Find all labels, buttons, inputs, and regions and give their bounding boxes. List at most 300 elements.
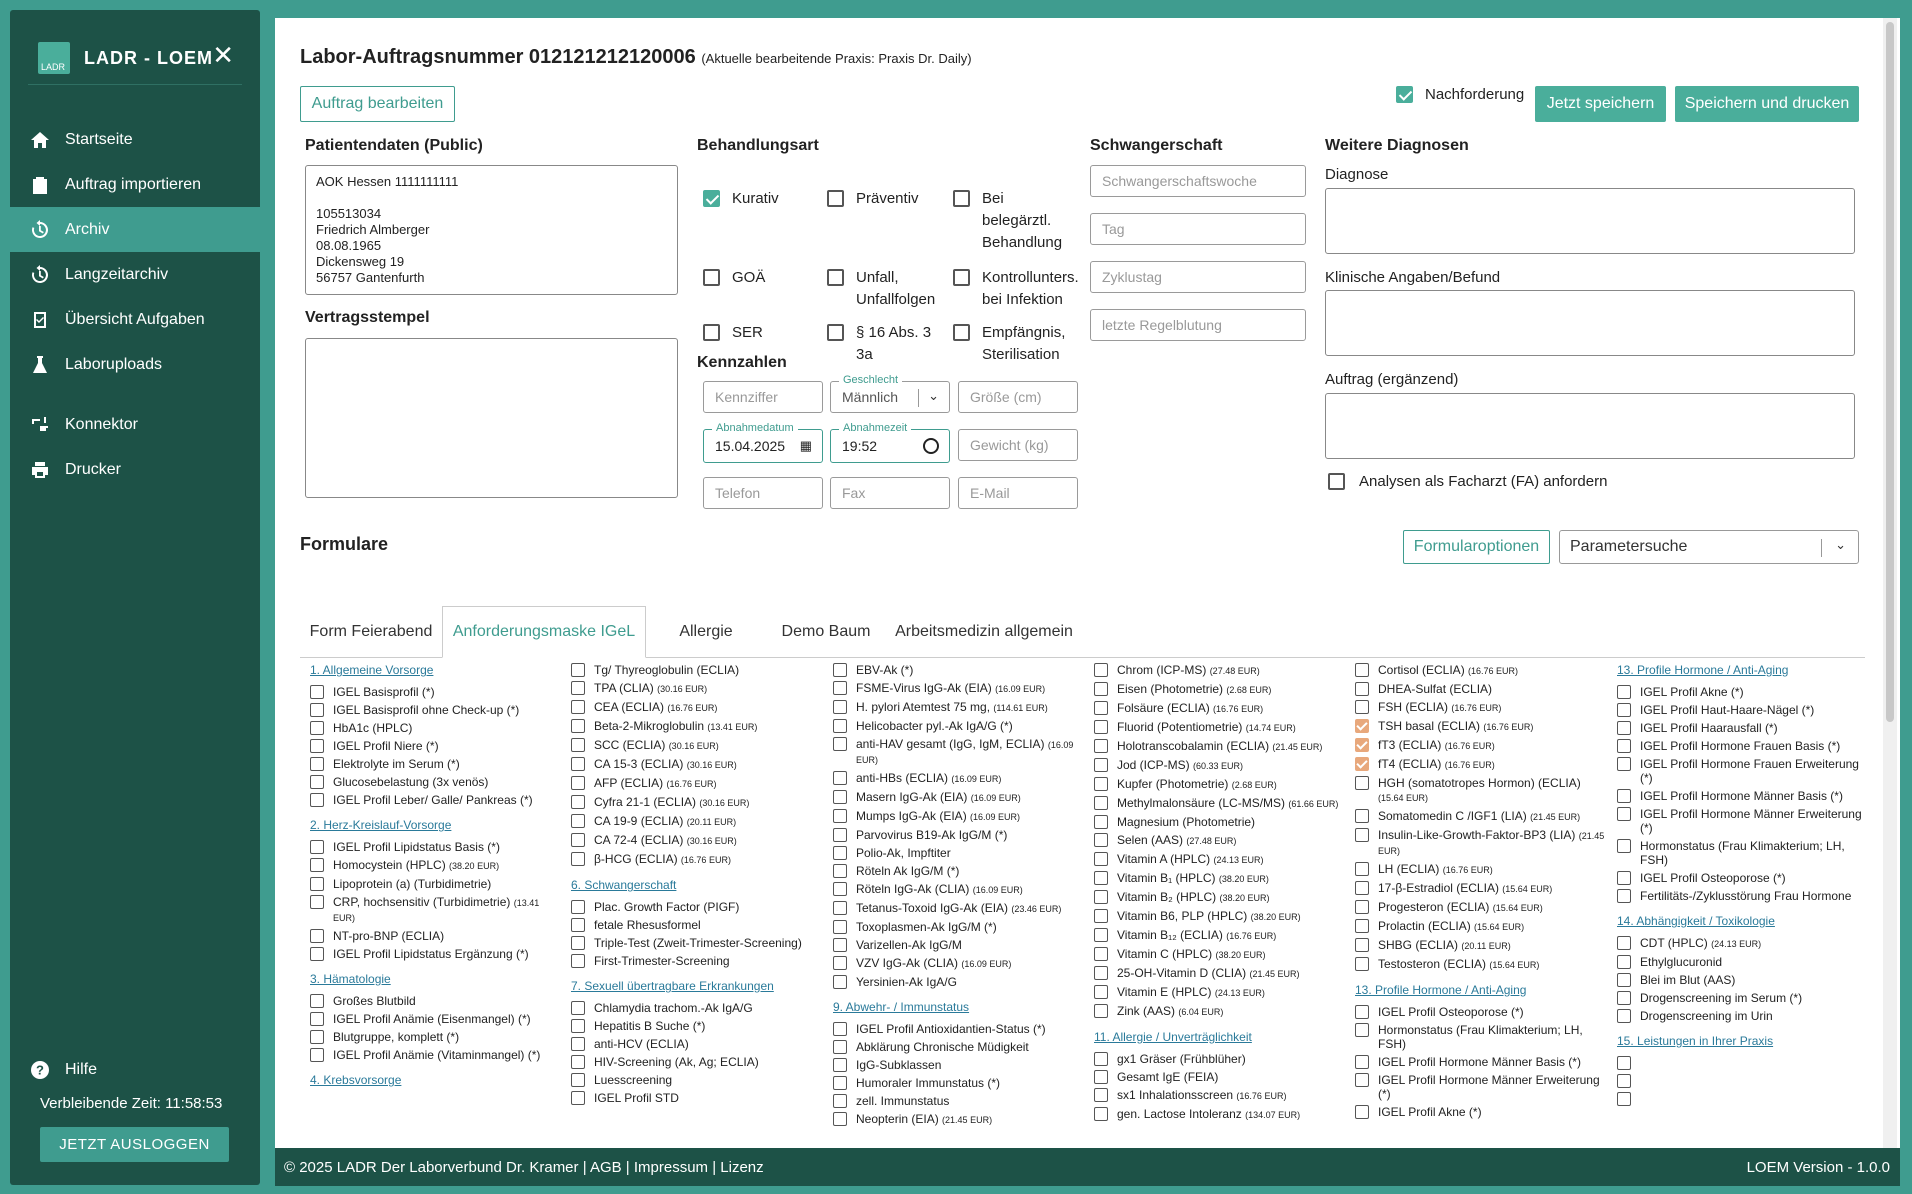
abnahmedatum-input[interactable]: [703, 422, 823, 463]
test-item[interactable]: [1355, 1073, 1605, 1101]
section-heading[interactable]: 6. Schwangerschaft: [571, 878, 677, 892]
test-item[interactable]: [310, 1012, 555, 1026]
test-item[interactable]: [1617, 889, 1867, 903]
test-item[interactable]: [310, 775, 555, 789]
test-item[interactable]: [310, 757, 555, 771]
section-heading[interactable]: 14. Abhängigkeit / Toxikologie: [1617, 914, 1775, 928]
geschlecht-select[interactable]: [830, 374, 950, 413]
save-button[interactable]: Jetzt speichern: [1535, 86, 1666, 122]
checkbox[interactable]: [1617, 703, 1631, 717]
section-heading[interactable]: 3. Hämatologie: [310, 972, 391, 986]
checkbox[interactable]: [1355, 1055, 1369, 1069]
checkbox[interactable]: [571, 918, 585, 932]
checkbox[interactable]: [1094, 1070, 1108, 1084]
test-item[interactable]: [1094, 966, 1344, 981]
test-item[interactable]: [1617, 991, 1867, 1005]
tab-allergie[interactable]: Allergie: [679, 623, 733, 640]
test-item[interactable]: [571, 1073, 821, 1087]
checkbox[interactable]: [571, 795, 585, 809]
checkbox[interactable]: [1617, 789, 1631, 803]
test-item[interactable]: [1617, 703, 1867, 717]
test-item[interactable]: [571, 1001, 821, 1015]
sidebar-item-startseite[interactable]: [10, 117, 260, 162]
checkbox[interactable]: [833, 828, 847, 842]
checkbox[interactable]: [571, 757, 585, 771]
test-item[interactable]: [571, 954, 821, 968]
checkbox[interactable]: [1617, 936, 1631, 950]
test-item[interactable]: [571, 776, 821, 791]
close-icon[interactable]: ✕: [212, 40, 234, 70]
test-item[interactable]: [1617, 1074, 1867, 1088]
test-item[interactable]: [1355, 719, 1605, 734]
checkbox[interactable]: [571, 1091, 585, 1105]
checkbox[interactable]: [1617, 973, 1631, 987]
tag-input[interactable]: Tag: [1090, 213, 1306, 245]
checkbox[interactable]: [571, 814, 585, 828]
test-item[interactable]: [1617, 807, 1867, 835]
test-item[interactable]: [571, 1019, 821, 1033]
checkbox[interactable]: [571, 719, 585, 733]
edit-order-button[interactable]: Auftrag bearbeiten: [300, 86, 455, 122]
checkbox[interactable]: [1355, 1073, 1369, 1087]
klinische-angaben-field[interactable]: [1325, 290, 1855, 356]
checkbox[interactable]: [1094, 720, 1108, 734]
schwangerschaftswoche-input[interactable]: Schwangerschaftswoche: [1090, 165, 1306, 197]
test-item[interactable]: [1355, 700, 1605, 715]
test-item[interactable]: [833, 790, 1083, 805]
test-item[interactable]: [310, 877, 555, 891]
behandlung-option[interactable]: [827, 322, 947, 366]
calendar-icon[interactable]: ▦: [799, 438, 812, 453]
kennziffer-input[interactable]: Kennziffer: [703, 381, 823, 413]
checkbox[interactable]: [1617, 739, 1631, 753]
test-item[interactable]: [571, 681, 821, 696]
checkbox[interactable]: [1094, 1004, 1108, 1018]
test-item[interactable]: [310, 685, 555, 699]
behandlung-option[interactable]: [953, 267, 1079, 311]
test-item[interactable]: [833, 1076, 1083, 1090]
checkbox[interactable]: [310, 1012, 324, 1026]
formularoptionen-button[interactable]: Formularoptionen: [1403, 530, 1550, 564]
checkbox[interactable]: [1094, 909, 1108, 923]
test-item[interactable]: [1094, 871, 1344, 886]
checkbox[interactable]: [953, 324, 970, 341]
test-item[interactable]: [310, 793, 555, 807]
test-item[interactable]: [833, 846, 1083, 860]
behandlung-option[interactable]: [953, 188, 1063, 254]
test-item[interactable]: [571, 738, 821, 753]
facharzt-check[interactable]: [1328, 473, 1345, 490]
test-item[interactable]: [571, 719, 821, 734]
checkbox[interactable]: [571, 663, 585, 677]
checkbox[interactable]: [833, 956, 847, 970]
checkbox[interactable]: [833, 1112, 847, 1126]
checkbox[interactable]: [1094, 701, 1108, 715]
checkbox[interactable]: [571, 1055, 585, 1069]
checkbox[interactable]: [1094, 833, 1108, 847]
checkbox[interactable]: [310, 739, 324, 753]
test-item[interactable]: [1355, 919, 1605, 934]
checkbox[interactable]: [1355, 776, 1369, 790]
test-item[interactable]: [1617, 1009, 1867, 1023]
test-item[interactable]: [1355, 900, 1605, 915]
checkbox[interactable]: [571, 852, 585, 866]
checkbox[interactable]: [1355, 757, 1369, 771]
checkbox[interactable]: [703, 324, 720, 341]
test-item[interactable]: [1094, 947, 1344, 962]
test-item[interactable]: [1617, 973, 1867, 987]
test-item[interactable]: [1094, 1070, 1344, 1084]
save-print-button[interactable]: Speichern und drucken: [1675, 86, 1859, 122]
checkbox[interactable]: [827, 269, 844, 286]
checkbox[interactable]: [571, 700, 585, 714]
logout-button[interactable]: JETZT AUSLOGGEN: [40, 1127, 229, 1162]
section-heading[interactable]: 7. Sexuell übertragbare Erkrankungen: [571, 979, 774, 993]
checkbox[interactable]: [1355, 957, 1369, 971]
checkbox[interactable]: [1355, 919, 1369, 933]
checkbox[interactable]: [1094, 928, 1108, 942]
test-item[interactable]: [1094, 663, 1344, 678]
chevron-down-icon[interactable]: ⌄: [1835, 537, 1846, 552]
checkbox[interactable]: [1094, 1088, 1108, 1102]
checkbox[interactable]: [1617, 955, 1631, 969]
checkbox[interactable]: [827, 190, 844, 207]
section-heading[interactable]: 4. Krebsvorsorge: [310, 1073, 402, 1087]
checkbox[interactable]: [953, 269, 970, 286]
test-item[interactable]: [571, 1091, 821, 1105]
checkbox[interactable]: [571, 936, 585, 950]
test-item[interactable]: [310, 994, 555, 1008]
tab-form-feierabend[interactable]: Form Feierabend: [309, 623, 433, 640]
test-item[interactable]: [310, 739, 555, 753]
checkbox[interactable]: [833, 938, 847, 952]
checkbox[interactable]: [1617, 757, 1631, 771]
sidebar-item-laboruploads[interactable]: [10, 342, 260, 387]
checkbox[interactable]: [1094, 985, 1108, 999]
diagnose-field[interactable]: [1325, 188, 1855, 254]
checkbox[interactable]: [1094, 1052, 1108, 1066]
zyklustag-input[interactable]: Zyklustag: [1090, 261, 1306, 293]
sidebar-item-übersicht-aufgaben[interactable]: [10, 297, 260, 342]
checkbox[interactable]: [1094, 871, 1108, 885]
section-heading[interactable]: 9. Abwehr- / Immunstatus: [833, 1000, 970, 1014]
checkbox[interactable]: [833, 1058, 847, 1072]
test-item[interactable]: [571, 852, 821, 867]
gewicht-input[interactable]: Gewicht (kg): [958, 429, 1078, 461]
checkbox[interactable]: [1355, 663, 1369, 677]
test-item[interactable]: [310, 947, 555, 961]
checkbox[interactable]: [833, 1094, 847, 1108]
test-item[interactable]: [1094, 852, 1344, 867]
test-item[interactable]: [571, 700, 821, 715]
test-item[interactable]: [1355, 809, 1605, 824]
test-item[interactable]: [1355, 682, 1605, 696]
checkbox[interactable]: [833, 700, 847, 714]
test-item[interactable]: [1094, 720, 1344, 735]
checkbox[interactable]: [1094, 682, 1108, 696]
telefon-input[interactable]: Telefon: [703, 477, 823, 509]
impressum-link[interactable]: Impressum: [633, 1158, 709, 1176]
test-item[interactable]: [833, 1058, 1083, 1072]
section-heading[interactable]: 15. Leistungen in Ihrer Praxis: [1617, 1034, 1774, 1048]
behandlung-option[interactable]: [703, 322, 823, 344]
test-item[interactable]: [833, 1094, 1083, 1108]
checkbox[interactable]: [310, 1030, 324, 1044]
test-item[interactable]: [833, 864, 1083, 878]
sidebar-item-langzeitarchiv[interactable]: [10, 252, 260, 297]
test-item[interactable]: [310, 1048, 555, 1062]
test-item[interactable]: [833, 1040, 1083, 1054]
test-item[interactable]: [1094, 1088, 1344, 1103]
section-heading[interactable]: 2. Herz-Kreislauf-Vorsorge: [310, 818, 452, 832]
checkbox[interactable]: [571, 1019, 585, 1033]
checkbox[interactable]: [833, 790, 847, 804]
lizenz-link[interactable]: Lizenz: [720, 1158, 764, 1176]
checkbox[interactable]: [833, 1040, 847, 1054]
checkbox[interactable]: [310, 929, 324, 943]
parametersuche-select[interactable]: [1559, 530, 1859, 564]
tab-anforderungsmaske-igel[interactable]: Anforderungsmaske IGeL: [442, 606, 646, 658]
test-item[interactable]: [1094, 985, 1344, 1000]
checkbox[interactable]: [1355, 719, 1369, 733]
test-item[interactable]: [1355, 881, 1605, 896]
behandlung-option[interactable]: [953, 322, 1066, 366]
agb-link[interactable]: AGB: [589, 1158, 622, 1176]
checkbox[interactable]: [310, 685, 324, 699]
checkbox[interactable]: [833, 920, 847, 934]
checkbox[interactable]: [571, 954, 585, 968]
test-item[interactable]: [833, 719, 1083, 733]
test-item[interactable]: [1355, 1055, 1605, 1069]
test-item[interactable]: [571, 663, 821, 677]
checkbox[interactable]: [1355, 1105, 1369, 1119]
test-item[interactable]: [1355, 663, 1605, 678]
behandlung-option[interactable]: [703, 267, 823, 289]
checkbox[interactable]: [310, 703, 324, 717]
checkbox[interactable]: [953, 190, 970, 207]
test-item[interactable]: [833, 663, 1083, 677]
checkbox[interactable]: [1355, 809, 1369, 823]
checkbox[interactable]: [310, 895, 324, 909]
test-item[interactable]: [310, 840, 555, 854]
test-item[interactable]: [1355, 938, 1605, 953]
test-item[interactable]: [833, 681, 1083, 696]
test-item[interactable]: [1617, 685, 1867, 699]
sidebar-item-konnektor[interactable]: [10, 402, 260, 447]
test-item[interactable]: [571, 814, 821, 829]
checkbox[interactable]: [571, 833, 585, 847]
test-item[interactable]: [571, 833, 821, 848]
test-item[interactable]: [1094, 758, 1344, 773]
checkbox[interactable]: [310, 858, 324, 872]
clock-icon[interactable]: [923, 438, 939, 454]
checkbox[interactable]: [833, 901, 847, 915]
test-item[interactable]: [310, 895, 555, 925]
checkbox[interactable]: [833, 864, 847, 878]
abnahmezeit-input[interactable]: [830, 422, 950, 463]
checkbox[interactable]: [1355, 828, 1369, 842]
test-item[interactable]: [571, 757, 821, 772]
checkbox[interactable]: [1617, 1074, 1631, 1088]
test-item[interactable]: [1617, 839, 1867, 867]
checkbox[interactable]: [1094, 1107, 1108, 1121]
scrollbar-thumb[interactable]: [1886, 22, 1894, 722]
checkbox[interactable]: [1355, 938, 1369, 952]
test-item[interactable]: [571, 936, 821, 950]
test-item[interactable]: [1617, 789, 1867, 803]
test-item[interactable]: [833, 809, 1083, 824]
checkbox[interactable]: [1094, 796, 1108, 810]
test-item[interactable]: [1094, 833, 1344, 848]
test-item[interactable]: [833, 956, 1083, 971]
test-item[interactable]: [833, 700, 1083, 715]
checkbox[interactable]: [1617, 1056, 1631, 1070]
test-item[interactable]: [1355, 738, 1605, 753]
test-item[interactable]: [1617, 739, 1867, 753]
checkbox[interactable]: [703, 269, 720, 286]
sidebar-item-drucker[interactable]: [10, 447, 260, 492]
checkbox[interactable]: [1617, 685, 1631, 699]
checkbox[interactable]: [310, 947, 324, 961]
checkbox[interactable]: [833, 975, 847, 989]
checkbox[interactable]: [310, 775, 324, 789]
test-item[interactable]: [1355, 862, 1605, 877]
test-item[interactable]: [310, 721, 555, 735]
checkbox[interactable]: [1355, 900, 1369, 914]
nachforderung-check[interactable]: [1396, 86, 1413, 103]
checkbox[interactable]: [1355, 881, 1369, 895]
checkbox[interactable]: [833, 1076, 847, 1090]
checkbox[interactable]: [310, 721, 324, 735]
behandlung-option[interactable]: [703, 188, 823, 210]
checkbox[interactable]: [833, 737, 847, 751]
checkbox[interactable]: [833, 719, 847, 733]
checkbox[interactable]: [1094, 815, 1108, 829]
test-item[interactable]: [833, 771, 1083, 786]
test-item[interactable]: [1617, 721, 1867, 735]
test-item[interactable]: [310, 703, 555, 717]
test-item[interactable]: [1355, 957, 1605, 972]
test-item[interactable]: [1355, 776, 1605, 805]
checkbox[interactable]: [833, 681, 847, 695]
checkbox[interactable]: [1617, 839, 1631, 853]
section-heading[interactable]: 13. Profile Hormone / Anti-Aging: [1617, 663, 1789, 677]
checkbox[interactable]: [833, 809, 847, 823]
checkbox[interactable]: [1617, 1009, 1631, 1023]
test-item[interactable]: [1355, 1023, 1605, 1051]
test-item[interactable]: [1617, 871, 1867, 885]
checkbox[interactable]: [310, 994, 324, 1008]
auftrag-ergaenzend-field[interactable]: [1325, 393, 1855, 459]
test-item[interactable]: [571, 1037, 821, 1051]
checkbox[interactable]: [1617, 889, 1631, 903]
checkbox[interactable]: [1355, 682, 1369, 696]
test-item[interactable]: [571, 918, 821, 932]
test-item[interactable]: [1617, 936, 1867, 951]
sidebar-item-archiv[interactable]: [10, 207, 260, 252]
checkbox[interactable]: [571, 681, 585, 695]
checkbox[interactable]: [1617, 807, 1631, 821]
test-item[interactable]: [1094, 739, 1344, 754]
checkbox[interactable]: [833, 663, 847, 677]
stamp-field[interactable]: [305, 338, 678, 498]
test-item[interactable]: [1094, 777, 1344, 792]
checkbox[interactable]: [833, 1022, 847, 1036]
letzte-regelblutung-input[interactable]: letzte Regelblutung: [1090, 309, 1306, 341]
checkbox[interactable]: [310, 840, 324, 854]
test-item[interactable]: [833, 882, 1083, 897]
checkbox[interactable]: [571, 1073, 585, 1087]
test-item[interactable]: [1094, 796, 1344, 811]
test-item[interactable]: [1617, 955, 1867, 969]
checkbox[interactable]: [1355, 1023, 1369, 1037]
checkbox[interactable]: [833, 771, 847, 785]
checkbox[interactable]: [1094, 758, 1108, 772]
facharzt-checkbox[interactable]: [1328, 473, 1607, 490]
checkbox[interactable]: [1355, 1005, 1369, 1019]
checkbox[interactable]: [310, 877, 324, 891]
sidebar-item-auftrag-importieren[interactable]: [10, 162, 260, 207]
test-item[interactable]: [1617, 1056, 1867, 1070]
test-item[interactable]: [1355, 1105, 1605, 1119]
checkbox[interactable]: [1617, 721, 1631, 735]
checkbox[interactable]: [1617, 991, 1631, 1005]
test-item[interactable]: [833, 975, 1083, 989]
checkbox[interactable]: [1355, 862, 1369, 876]
patient-data-field[interactable]: AOK Hessen 1111111111 105513034 Friedrich Almberger 08.08.1965 Dickensweg 19 56757 Gantenfurth: [305, 165, 678, 295]
test-item[interactable]: [1094, 1052, 1344, 1066]
tab-arbeitsmedizin-allgemein[interactable]: Arbeitsmedizin allgemein: [895, 623, 1073, 640]
test-item[interactable]: [571, 900, 821, 914]
groesse-input[interactable]: Größe (cm): [958, 381, 1078, 413]
checkbox[interactable]: [1094, 947, 1108, 961]
test-item[interactable]: [1355, 1005, 1605, 1019]
sidebar-item-hilfe[interactable]: [10, 1047, 260, 1092]
test-item[interactable]: [833, 828, 1083, 842]
checkbox[interactable]: [833, 882, 847, 896]
checkbox[interactable]: [1094, 890, 1108, 904]
section-heading[interactable]: 13. Profile Hormone / Anti-Aging: [1355, 983, 1527, 997]
checkbox[interactable]: [1094, 966, 1108, 980]
checkbox[interactable]: [571, 1001, 585, 1015]
checkbox[interactable]: [310, 1048, 324, 1062]
test-item[interactable]: [310, 858, 555, 873]
test-item[interactable]: [833, 920, 1083, 934]
test-item[interactable]: [1617, 1092, 1867, 1106]
checkbox[interactable]: [1094, 852, 1108, 866]
test-item[interactable]: [571, 795, 821, 810]
checkbox[interactable]: [310, 793, 324, 807]
checkbox[interactable]: [1094, 739, 1108, 753]
checkbox[interactable]: [571, 776, 585, 790]
test-item[interactable]: [310, 1030, 555, 1044]
test-item[interactable]: [1355, 828, 1605, 858]
checkbox[interactable]: [1617, 871, 1631, 885]
checkbox[interactable]: [1355, 700, 1369, 714]
checkbox[interactable]: [1094, 663, 1108, 677]
behandlung-option[interactable]: [827, 267, 947, 311]
test-item[interactable]: [1094, 890, 1344, 905]
test-item[interactable]: [571, 1055, 821, 1069]
test-item[interactable]: [1094, 1107, 1344, 1122]
email-input[interactable]: E-Mail: [958, 477, 1078, 509]
test-item[interactable]: [833, 1112, 1083, 1127]
behandlung-option[interactable]: [827, 188, 947, 210]
test-item[interactable]: [1617, 757, 1867, 785]
checkbox[interactable]: [310, 757, 324, 771]
checkbox[interactable]: [703, 190, 720, 207]
test-item[interactable]: [833, 1022, 1083, 1036]
